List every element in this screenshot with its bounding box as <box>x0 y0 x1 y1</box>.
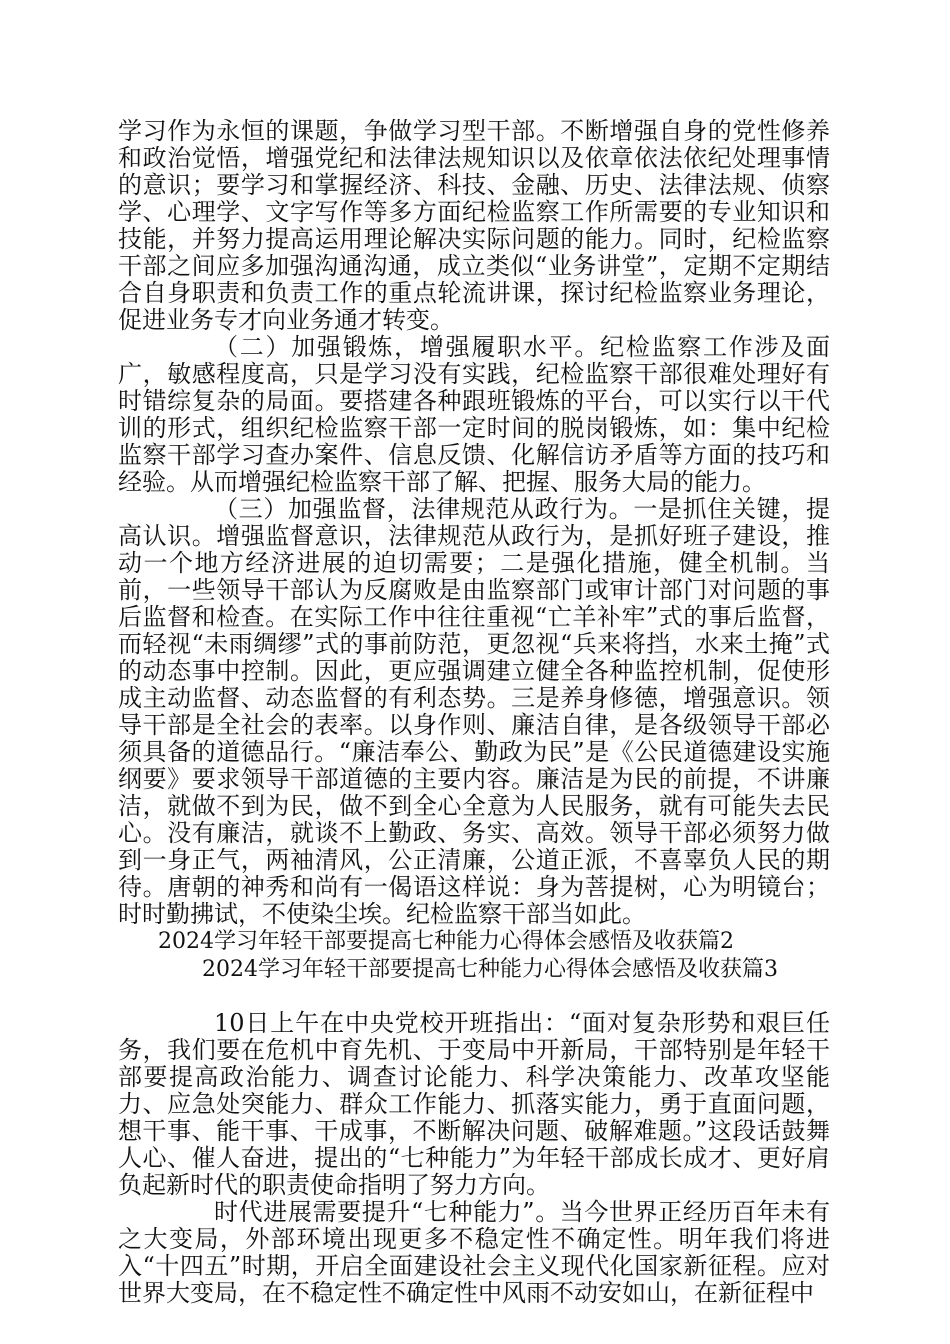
document-page <box>118 118 830 1307</box>
article-heading-part-2: 2024学习年轻干部要提高七种能力心得体会感悟及收获篇2 <box>158 929 734 954</box>
article-heading-part-3: 2024学习年轻干部要提高七种能力心得体会感悟及收获篇3 <box>202 957 778 982</box>
paragraph-central-party-school: 10日上午在中央党校开班指出：“面对复杂形势和艰巨任务，我们要在危机中育先机、于变局中开新局，干部特别是年轻干部要提高政治能力、调查讨论能力、科学决策能力、改革攻坚能力、应急处突能力、群众工作能力、抓落实能力，勇于直面问题，想干事、能干事、干成事，不断解决问题、破解难题。”这段话鼓舞人心、催人奋进，提出的“七种能力”为年轻干部成长成才、更好肩负起新时代的职责使命指明了努力方向。 <box>118 1009 830 1199</box>
paragraph-seven-abilities: 时代进展需要提升“七种能力”。当今世界正经历百年未有之大变局，外部环境出现更多不稳定性不确定性。明年我们将进入“十四五”时期，开启全面建设社会主义现代化国家新征程。应对世界大变局，在不稳定性不确定性中风雨不动安如山，在新征程中 <box>118 1198 830 1307</box>
paragraph-supervision: （三）加强监督，法律规范从政行为。一是抓住关键，提高认识。增强监督意识，法律规范从政行为，是抓好班子建设，推动一个地方经济进展的迫切需要；二是强化措施，健全机制。当前，一些领导干部认为反腐败是由监察部门或审计部门对问题的事后监督和检查。在实际工作中往往重视“亡羊补牢”式的事后监督，而轻视“未雨绸缪”式的事前防范，更忽视“兵来将挡，水来土掩”式的动态事中控制。因此，更应强调建立健全各种监控机制，促使形成主动监督、动态监督的有利态势。三是养身修德，增强意识。领导干部是全社会的表率。以身作则、廉洁自律，是各级领导干部必须具备的道德品行。“廉洁奉公、勤政为民”是《公民道德建设实施纲要》要求领导干部道德的主要内容。廉洁是为民的前提，不讲廉洁，就做不到为民，做不到全心全意为人民服务，就有可能失去民心。没有廉洁，就谈不上勤政、务实、高效。领导干部必须努力做到一身正气，两袖清风，公正清廉，公道正派，不喜辜负人民的期待。唐朝的神秀和尚有一偈语这样说：身为菩提树，心为明镜台；时时勤拂试，不使染尘埃。纪检监察干部当如此。 <box>118 495 830 928</box>
paragraph-training: （二）加强锻炼，增强履职水平。纪检监察工作涉及面广，敏感程度高，只是学习没有实践，纪检监察干部很难处理好有时错综复杂的局面。要搭建各种跟班锻炼的平台，可以实行以干代训的形式，组织纪检监察干部一定时间的脱岗锻炼，如：集中纪检监察干部学习查办案件、信息反馈、化解信访矛盾等方面的技巧和经验。从而增强纪检监察干部了解、把握、服务大局的能力。 <box>118 333 830 496</box>
section-spacer <box>118 984 830 1010</box>
paragraph-study: 学习作为永恒的课题，争做学习型干部。不断增强自身的党性修养和政治觉悟，增强党纪和法律法规知识以及依章依法依纪处理事情的意识；要学习和掌握经济、科技、金融、历史、法律法规、侦察学、心理学、文字写作等多方面纪检监察工作所需要的专业知识和技能，并努力提高运用理论解决实际问题的能力。同时，纪检监察干部之间应多加强沟通沟通，成立类似“业务讲堂”，定期不定期结合自身职责和负责工作的重点轮流讲课，探讨纪检监察业务理论，促进业务专才向业务通才转变。 <box>118 117 830 334</box>
